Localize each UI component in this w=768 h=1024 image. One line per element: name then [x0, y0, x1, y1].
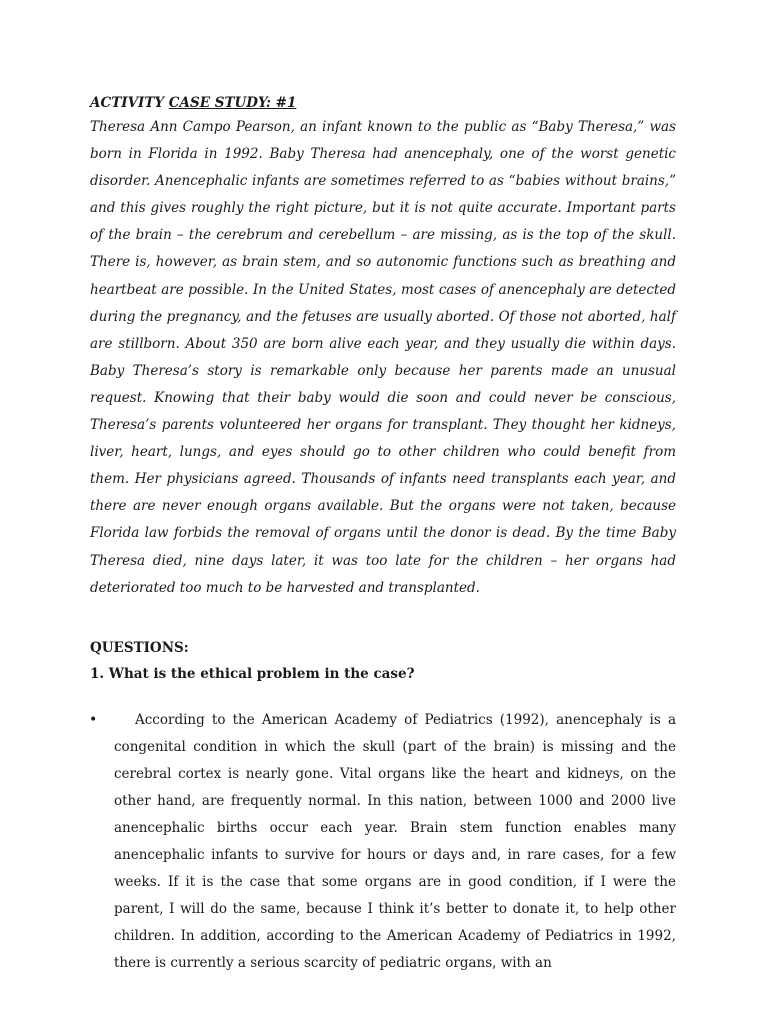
answer-1-text: According to the American Academy of Pediatrics (1992), anencephaly is a congenital condition in which the skull (part of the brain) is missing and the cerebral cortex is nearly gone. Vital organs like the heart and kidneys, on the other hand, are frequently normal. In this nation, between 1000 and 2000 live anencephalic births occur each year. Brain stem function enables many anencephalic infants to survive for hours or days and, in rare cases, for a few weeks. If it is the case that some organs are in good condition, if I were the parent, I will do the same, because I think it’s better to donate it, to help other children. In addition, according to the American Academy of Pediatrics in 1992, there is currently a serious scarcity of pediatric organs, with an: [114, 711, 676, 971]
bullet-icon: •: [89, 711, 98, 728]
heading-prefix: ACTIVITY: [90, 95, 169, 111]
answer-list: [90, 707, 676, 977]
heading-case-study: CASE STUDY: #1: [168, 95, 297, 111]
questions-label: QUESTIONS:: [90, 639, 189, 656]
document-content: [90, 92, 676, 977]
question-1: 1. What is the ethical problem in the case?: [90, 665, 415, 682]
activity-heading: [90, 92, 676, 114]
case-study-text: Theresa Ann Campo Pearson, an infant known to the public as “Baby Theresa,” was born in Florida in 1992. Baby Theresa had anencephaly, one of the worst genetic disorder. Anencephalic infants are sometimes referred to as “babies without brains,” and this gives roughly the right picture, but it is not quite accurate. Important parts of the brain – the cerebrum and cerebellum – are missing, as is the top of the skull. There is, however, as brain stem, and so autonomic functions such as breathing and heartbeat are possible. In the United States, most cases of anencephaly are detected during the pregnancy, and the fetuses are usually aborted. Of those not aborted, half are stillborn. About 350 are born alive each year, and they usually die within days. Baby Theresa’s story is remarkable only because her parents made an unusual request. Knowing that their baby would die soon and could never be conscious, Theresa’s parents volunteered her organs for transplant. They thought her kidneys, liver, heart, lungs, and eyes should go to other children who could benefit from them. Her physicians agreed. Thousands of infants need transplants each year, and there are never enough organs available. But the organs were not taken, because Florida law forbids the removal of organs until the donor is dead. By the time Baby Theresa died, nine days later, it was too late for the children – her organs had deteriorated too much to be harvested and transplanted.: [90, 119, 676, 596]
